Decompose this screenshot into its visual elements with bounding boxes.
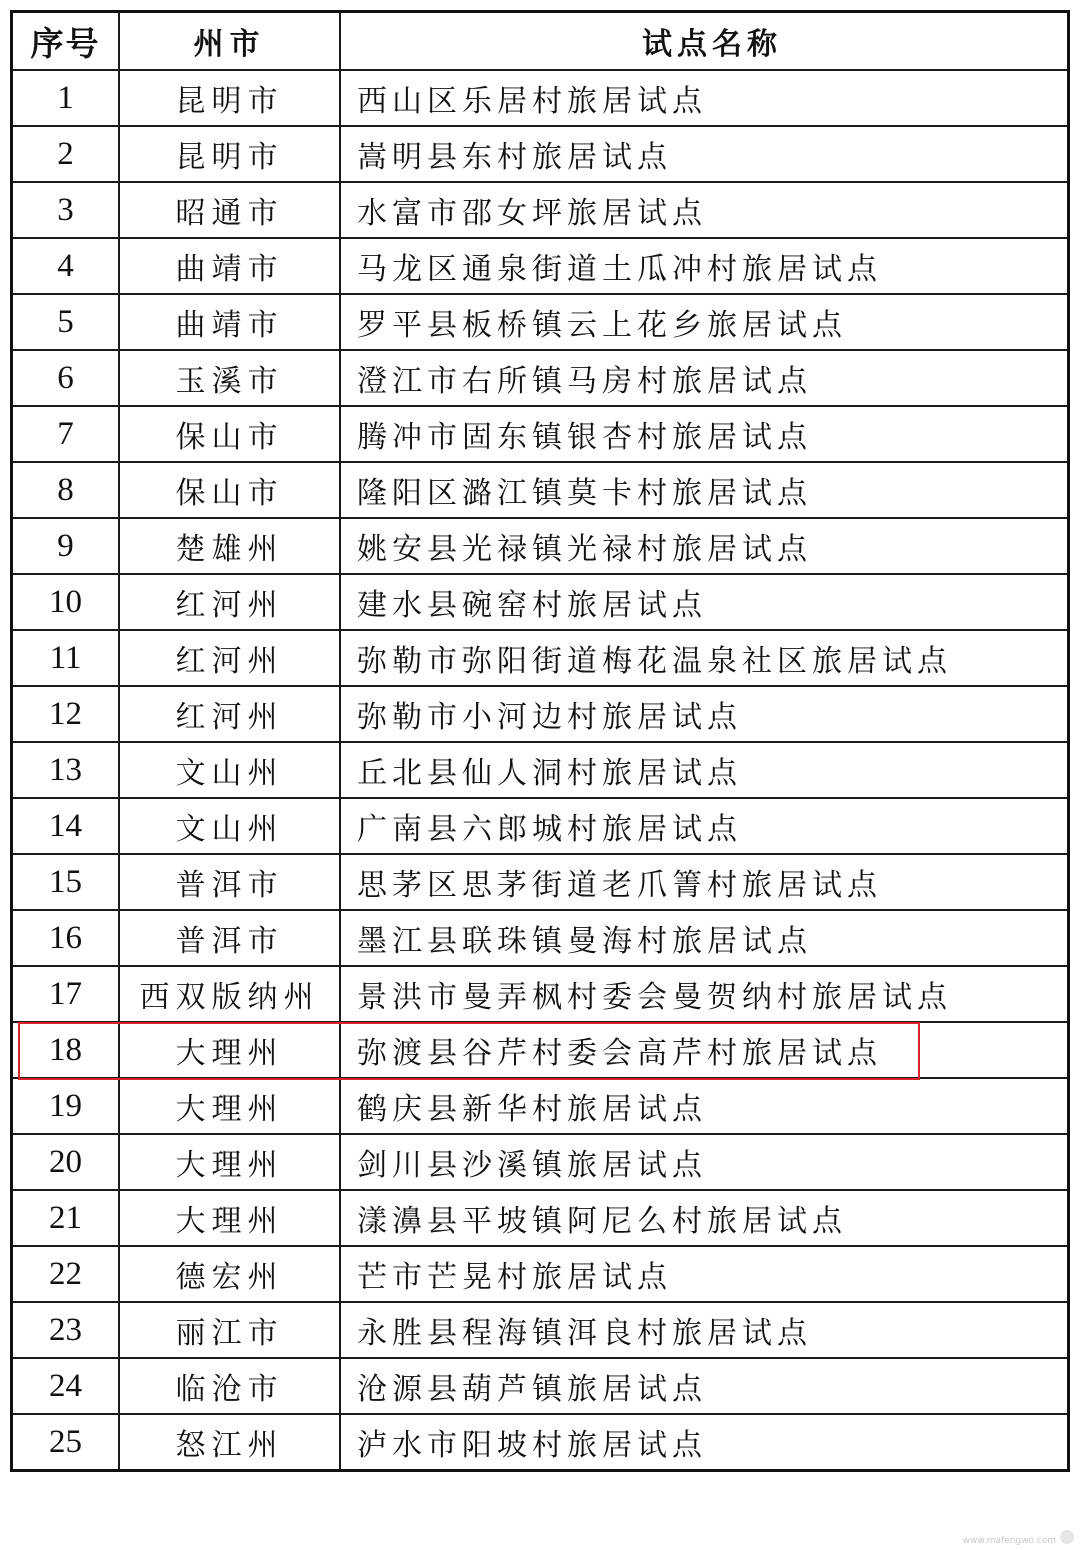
table-row [12, 406, 1069, 462]
row-pilot-name: 广南县六郎城村旅居试点 [340, 798, 1069, 854]
row-pilot-name: 沧源县葫芦镇旅居试点 [340, 1358, 1069, 1414]
table-row [12, 686, 1069, 742]
row-number: 3 [12, 182, 120, 238]
table-row [12, 294, 1069, 350]
row-number: 9 [12, 518, 120, 574]
table-row [12, 462, 1069, 518]
table-row [12, 798, 1069, 854]
header-city: 州市 [119, 12, 340, 71]
row-city: 红河州 [119, 574, 340, 630]
row-pilot-name: 嵩明县东村旅居试点 [340, 126, 1069, 182]
row-city: 昆明市 [119, 126, 340, 182]
row-number: 10 [12, 574, 120, 630]
row-number: 24 [12, 1358, 120, 1414]
table-row [12, 182, 1069, 238]
row-number: 7 [12, 406, 120, 462]
row-city: 西双版纳州 [119, 966, 340, 1022]
row-city: 曲靖市 [119, 294, 340, 350]
document-page [10, 10, 1070, 1540]
row-number: 20 [12, 1134, 120, 1190]
table-row [12, 70, 1069, 126]
row-pilot-name: 剑川县沙溪镇旅居试点 [340, 1134, 1069, 1190]
row-city: 红河州 [119, 686, 340, 742]
row-pilot-name: 澄江市右所镇马房村旅居试点 [340, 350, 1069, 406]
table-row [12, 1022, 1069, 1078]
table-row [12, 518, 1069, 574]
table-row [12, 1190, 1069, 1246]
row-number: 6 [12, 350, 120, 406]
table-row [12, 742, 1069, 798]
row-city: 玉溪市 [119, 350, 340, 406]
row-pilot-name: 墨江县联珠镇曼海村旅居试点 [340, 910, 1069, 966]
row-city: 临沧市 [119, 1358, 340, 1414]
table-row [12, 854, 1069, 910]
header-number: 序号 [12, 12, 120, 71]
watermark-text: www.mafengwo.com [962, 1536, 1056, 1546]
row-pilot-name: 腾冲市固东镇银杏村旅居试点 [340, 406, 1069, 462]
row-city: 昭通市 [119, 182, 340, 238]
table-row [12, 350, 1069, 406]
row-pilot-name: 西山区乐居村旅居试点 [340, 70, 1069, 126]
row-number: 18 [12, 1022, 120, 1078]
row-pilot-name: 漾濞县平坡镇阿尼么村旅居试点 [340, 1190, 1069, 1246]
row-number: 2 [12, 126, 120, 182]
table-row [12, 910, 1069, 966]
row-number: 5 [12, 294, 120, 350]
row-number: 4 [12, 238, 120, 294]
row-city: 普洱市 [119, 854, 340, 910]
row-number: 25 [12, 1414, 120, 1471]
table-row [12, 574, 1069, 630]
row-number: 12 [12, 686, 120, 742]
row-number: 22 [12, 1246, 120, 1302]
table-row [12, 1414, 1069, 1471]
pilot-sites-table [10, 10, 1070, 1472]
row-number: 11 [12, 630, 120, 686]
row-city: 大理州 [119, 1134, 340, 1190]
row-city: 楚雄州 [119, 518, 340, 574]
row-city: 红河州 [119, 630, 340, 686]
row-city: 怒江州 [119, 1414, 340, 1471]
table-row [12, 1246, 1069, 1302]
row-pilot-name: 弥勒市弥阳街道梅花温泉社区旅居试点 [340, 630, 1069, 686]
table-row [12, 1302, 1069, 1358]
row-city: 大理州 [119, 1078, 340, 1134]
row-number: 23 [12, 1302, 120, 1358]
row-pilot-name: 弥渡县谷芹村委会高芹村旅居试点 [340, 1022, 1069, 1078]
table-row [12, 1078, 1069, 1134]
row-number: 15 [12, 854, 120, 910]
row-city: 昆明市 [119, 70, 340, 126]
table-row [12, 966, 1069, 1022]
row-number: 8 [12, 462, 120, 518]
row-pilot-name: 芒市芒晃村旅居试点 [340, 1246, 1069, 1302]
table-row [12, 238, 1069, 294]
row-pilot-name: 思茅区思茅街道老爪箐村旅居试点 [340, 854, 1069, 910]
row-city: 曲靖市 [119, 238, 340, 294]
row-city: 普洱市 [119, 910, 340, 966]
row-number: 19 [12, 1078, 120, 1134]
row-pilot-name: 永胜县程海镇洱良村旅居试点 [340, 1302, 1069, 1358]
table-row [12, 1134, 1069, 1190]
row-pilot-name: 罗平县板桥镇云上花乡旅居试点 [340, 294, 1069, 350]
row-pilot-name: 弥勒市小河边村旅居试点 [340, 686, 1069, 742]
row-number: 17 [12, 966, 120, 1022]
table-row [12, 126, 1069, 182]
row-pilot-name: 隆阳区潞江镇莫卡村旅居试点 [340, 462, 1069, 518]
row-city: 保山市 [119, 406, 340, 462]
row-city: 丽江市 [119, 1302, 340, 1358]
row-number: 16 [12, 910, 120, 966]
row-pilot-name: 水富市邵女坪旅居试点 [340, 182, 1069, 238]
row-number: 1 [12, 70, 120, 126]
row-pilot-name: 鹤庆县新华村旅居试点 [340, 1078, 1069, 1134]
header-pilot-name: 试点名称 [340, 12, 1069, 71]
row-pilot-name: 建水县碗窑村旅居试点 [340, 574, 1069, 630]
row-city: 文山州 [119, 742, 340, 798]
row-number: 13 [12, 742, 120, 798]
table-header-row [12, 12, 1069, 71]
row-city: 大理州 [119, 1190, 340, 1246]
table-row [12, 1358, 1069, 1414]
table-body [12, 70, 1069, 1471]
row-pilot-name: 姚安县光禄镇光禄村旅居试点 [340, 518, 1069, 574]
row-number: 14 [12, 798, 120, 854]
row-pilot-name: 丘北县仙人洞村旅居试点 [340, 742, 1069, 798]
row-city: 保山市 [119, 462, 340, 518]
row-number: 21 [12, 1190, 120, 1246]
watermark-logo-icon [1060, 1530, 1074, 1544]
row-pilot-name: 景洪市曼弄枫村委会曼贺纳村旅居试点 [340, 966, 1069, 1022]
row-city: 文山州 [119, 798, 340, 854]
row-city: 大理州 [119, 1022, 340, 1078]
row-city: 德宏州 [119, 1246, 340, 1302]
row-pilot-name: 泸水市阳坡村旅居试点 [340, 1414, 1069, 1471]
table-row [12, 630, 1069, 686]
row-pilot-name: 马龙区通泉街道土瓜冲村旅居试点 [340, 238, 1069, 294]
